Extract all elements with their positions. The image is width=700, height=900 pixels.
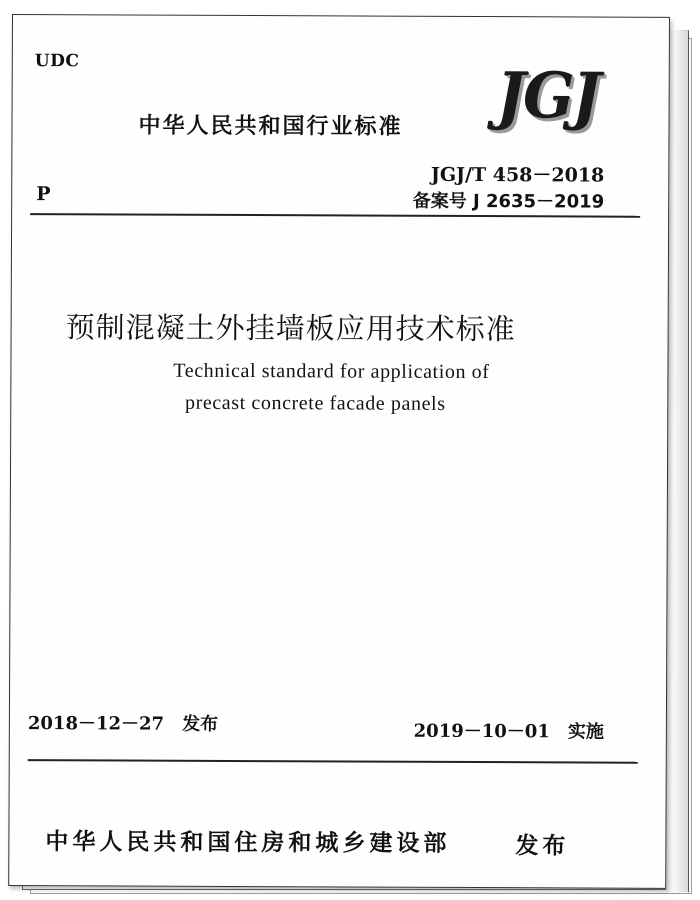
bottom-divider xyxy=(28,759,638,764)
issue-date-block xyxy=(28,709,218,736)
title-chinese: 预制混凝土外挂墙板应用技术标准 xyxy=(65,310,516,347)
title-english-line-1: Technical standard for application of xyxy=(173,359,490,384)
title-english-line-2: precast concrete facade panels xyxy=(184,391,446,415)
industry-standard-heading: 中华人民共和国行业标准 xyxy=(138,113,403,140)
implement-date: 2019－10－01 xyxy=(413,720,550,743)
top-divider xyxy=(30,213,640,218)
record-number: 备案号 J 2635－2019 xyxy=(412,190,605,213)
udc-label: UDC xyxy=(34,51,80,72)
standard-number: JGJ/T 458－2018 xyxy=(430,163,605,187)
issue-label: 发布 xyxy=(182,713,219,735)
publish-label: 发布 xyxy=(515,833,570,860)
implement-label: 实施 xyxy=(567,721,604,743)
category-letter: P xyxy=(36,183,51,206)
issue-date: 2018－12－27 xyxy=(27,713,165,735)
jgj-logo: JGJ xyxy=(496,59,599,134)
book-page-edge xyxy=(666,30,689,892)
publisher-name: 中华人民共和国住房和城乡建设部 xyxy=(45,829,451,857)
book-cover xyxy=(8,14,670,889)
implement-date-block xyxy=(414,717,604,744)
